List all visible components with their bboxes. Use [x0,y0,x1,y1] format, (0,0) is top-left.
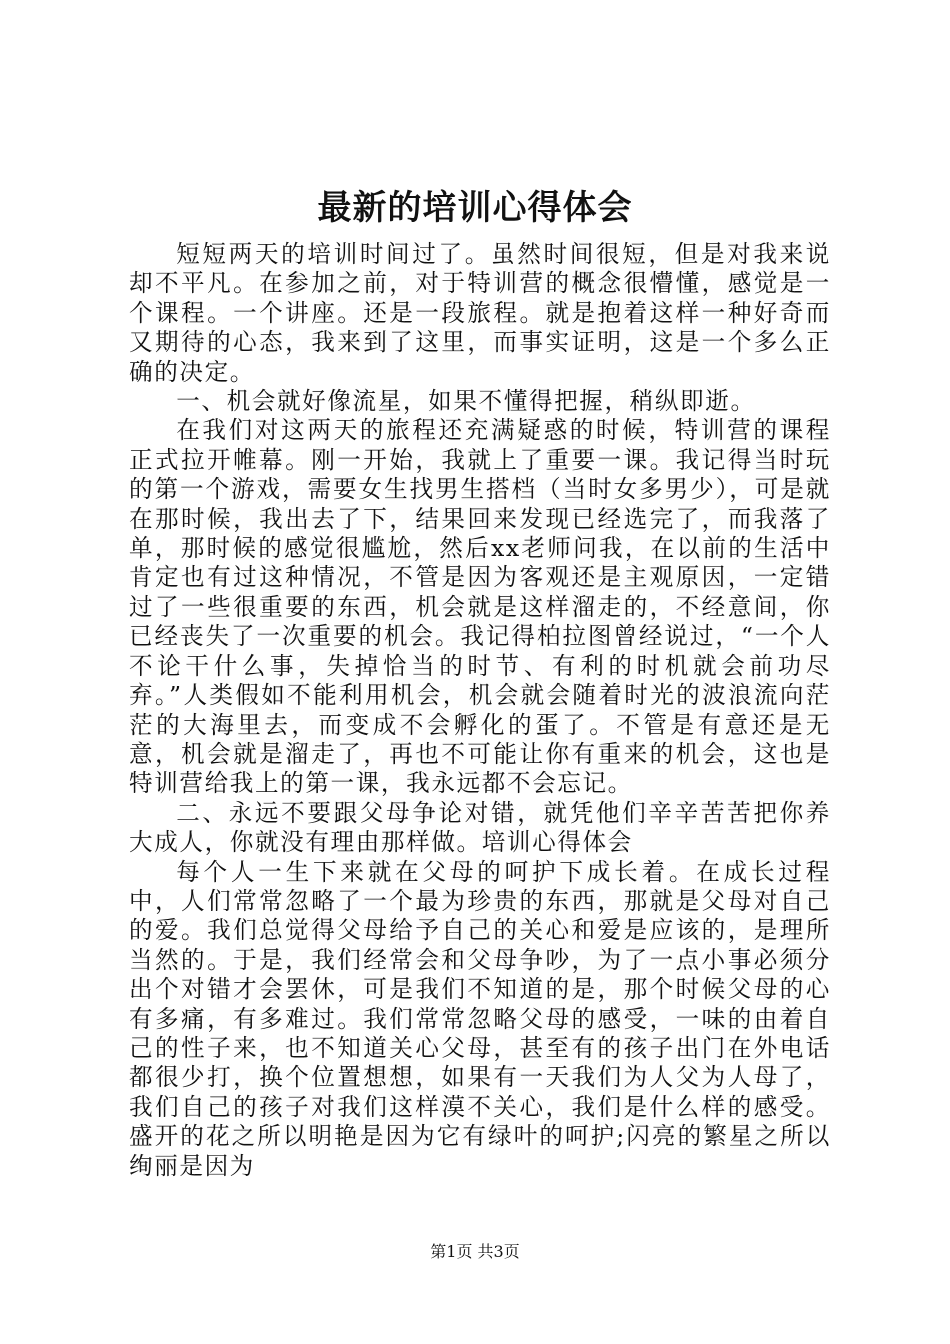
document-body [129,240,831,1181]
paragraph-intro: 短短两天的培训时间过了。虽然时间很短，但是对我来说却不平凡。在参加之前，对于特训营的概念很懵懂，感觉是一个课程。一个讲座。还是一段旅程。就是抱着这样一种好奇而又期待的心态，我来到了这里，而事实证明，这是一个多么正确的决定。 [129,240,831,386]
paragraph-opportunity: 在我们对这两天的旅程还充满疑惑的时候，特训营的课程正式拉开帷幕。刚一开始，我就上了重要一课。我记得当时玩的第一个游戏，需要女生找男生搭档（当时女多男少），可是就在那时候，我出去了下，结果回来发现已经选完了，而我落了单，那时候的感觉很尴尬，然后xx老师问我，在以前的生活中肯定也有过这种情况，不管是因为客观还是主观原因，一定错过了一些很重要的东西，机会就是这样溜走的，不经意间，你已经丧失了一次重要的机会。我记得柏拉图曾经说过，“一个人不论干什么事，失掉恰当的时节、有利的时机就会前功尽弃。”人类假如不能利用机会，机会就会随着时光的波浪流向茫茫的大海里去，而变成不会孵化的蛋了。不管是有意还是无意，机会就是溜走了，再也不可能让你有重来的机会，这也是特训营给我上的第一课，我永远都不会忘记。 [129,416,831,798]
document-title: 最新的培训心得体会 [317,188,633,228]
section-heading-1: 一、机会就好像流星，如果不懂得把握，稍纵即逝。 [176,387,756,416]
section-heading-2: 二、永远不要跟父母争论对错，就凭他们辛辛苦苦把你养大成人，你就没有理由那样做。培训心得体会 [129,798,831,857]
paragraph-parents: 每个人一生下来就在父母的呵护下成长着。在成长过程中，人们常常忽略了一个最为珍贵的东西，那就是父母对自己的爱。我们总觉得父母给予自己的关心和爱是应该的，是理所当然的。于是，我们经常会和父母争吵，为了一点小事必须分出个对错才会罢休，可是我们不知道的是，那个时候父母的心有多痛，有多难过。我们常常忽略父母的感受，一味的由着自己的性子来，也不知道关心父母，甚至有的孩子出门在外电话都很少打，换个位置想想，如果有一天我们为人父为人母了，我们自己的孩子对我们这样漠不关心，我们是什么样的感受。盛开的花之所以明艳是因为它有绿叶的呵护;闪亮的繁星之所以绚丽是因为 [129,857,831,1180]
page-footer: 第1页 共3页 [430,1242,520,1261]
